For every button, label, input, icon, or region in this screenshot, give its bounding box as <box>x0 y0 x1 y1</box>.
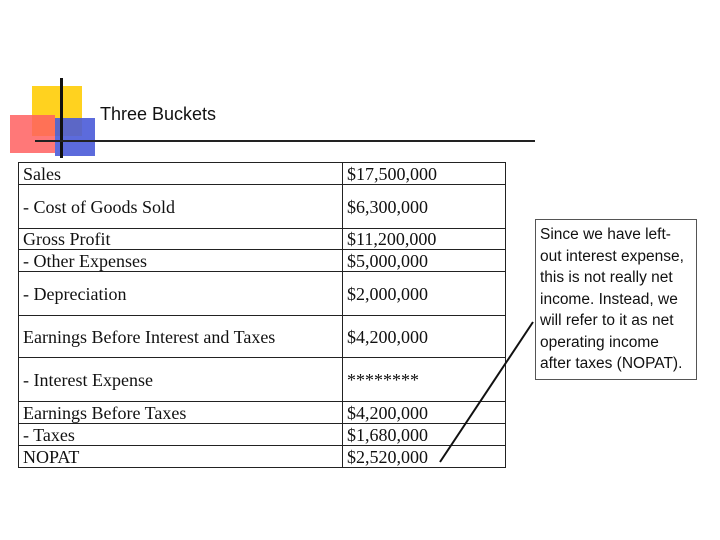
row-label: Earnings Before Taxes <box>19 402 343 424</box>
row-label: Sales <box>19 163 343 185</box>
row-value: $6,300,000 <box>343 185 506 229</box>
row-label: Gross Profit <box>19 229 343 250</box>
slide-title: Three Buckets <box>100 104 217 124</box>
callout-pointer-line <box>440 322 533 462</box>
row-value: $11,200,000 <box>343 229 506 250</box>
row-label: - Taxes <box>19 424 343 446</box>
row-label: - Depreciation <box>19 272 343 316</box>
row-label: NOPAT <box>19 446 343 468</box>
row-label: - Interest Expense <box>19 358 343 402</box>
row-label: - Other Expenses <box>19 250 343 272</box>
row-label: - Cost of Goods Sold <box>19 185 343 229</box>
row-value: $2,520,000 <box>343 446 506 468</box>
row-value: $17,500,000 <box>343 163 506 185</box>
row-label: Earnings Before Interest and Taxes <box>19 316 343 358</box>
row-value: $4,200,000 <box>343 316 506 358</box>
row-value: $2,000,000 <box>343 272 506 316</box>
row-value: $5,000,000 <box>343 250 506 272</box>
row-value: $4,200,000 <box>343 402 506 424</box>
row-value: $1,680,000 <box>343 424 506 446</box>
row-value: ******** <box>343 358 506 402</box>
callout-note: Since we have left-out interest expense, this is not really net income. Instead, we will refer to it as net operating income after taxes (NOPAT). <box>535 219 697 380</box>
